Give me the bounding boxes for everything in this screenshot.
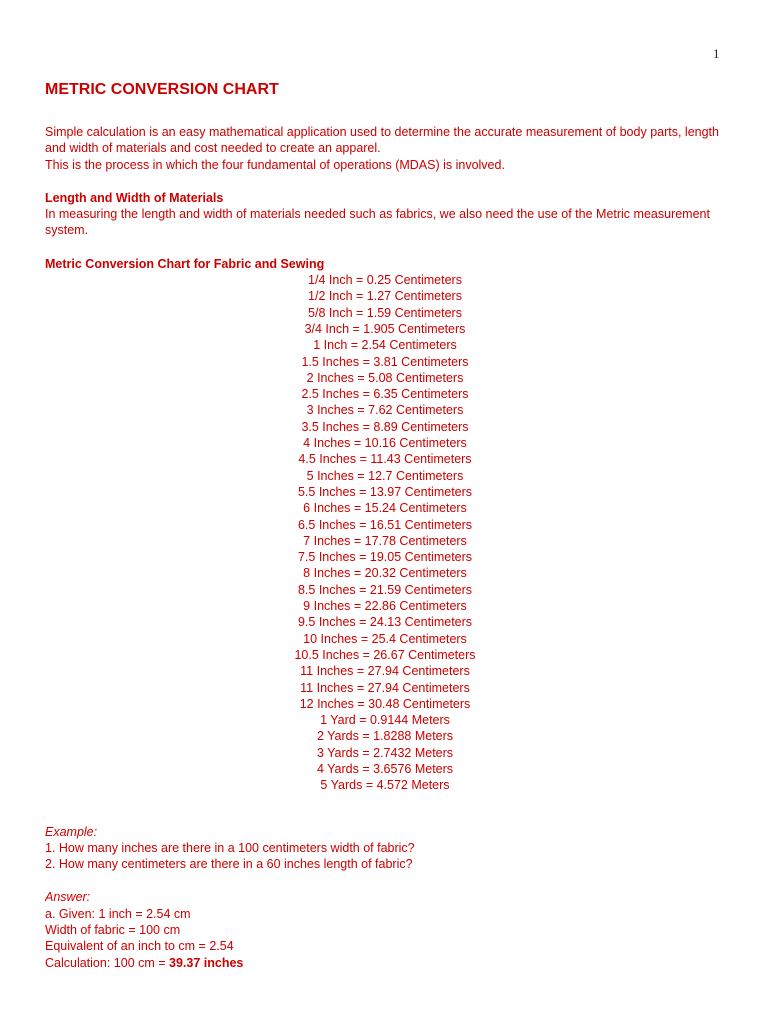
- answer-label: Answer:: [45, 890, 91, 905]
- conversion-row: 3 Inches = 7.62 Centimeters: [306, 403, 464, 418]
- intro-line-1: Simple calculation is an easy mathematical application used to determine the accurate measurement of body parts, length and width of materials and cost needed to create an apparel.: [45, 125, 719, 156]
- conversion-row: 4 Yards = 3.6576 Meters: [316, 761, 454, 776]
- conversion-row: 1 Inch = 2.54 Centimeters: [313, 338, 457, 353]
- conversion-row: 4 Inches = 10.16 Centimeters: [303, 436, 467, 451]
- answer-given: a. Given: 1 inch = 2.54 cm: [45, 906, 191, 921]
- calculation-prefix: Calculation: 100 cm =: [45, 955, 170, 970]
- conversion-row: 12 Inches = 30.48 Centimeters: [299, 696, 471, 711]
- answer-equivalent: Equivalent of an inch to cm = 2.54: [45, 939, 234, 954]
- answer-width: Width of fabric = 100 cm: [45, 923, 181, 938]
- page-number: 1: [713, 46, 720, 61]
- conversion-row: 11 Inches = 27.94 Centimeters: [300, 680, 470, 695]
- example-question-2: 2. How many centimeters are there in a 60 inches length of fabric?: [45, 857, 413, 872]
- conversion-row: 10 Inches = 25.4 Centimeters: [303, 631, 467, 646]
- conversion-row: 10.5 Inches = 26.67 Centimeters: [294, 647, 476, 662]
- conversion-row: 11 Inches = 27.94 Centimeters: [300, 664, 470, 679]
- calculation-result: 39.37 inches: [169, 955, 244, 970]
- conversion-row: 5 Yards = 4.572 Meters: [320, 778, 450, 793]
- conversion-row: 5 Inches = 12.7 Centimeters: [306, 468, 464, 483]
- page-title: METRIC CONVERSION CHART: [45, 81, 279, 98]
- conversion-row: 1.5 Inches = 3.81 Centimeters: [301, 354, 469, 369]
- answer-calculation: [45, 955, 725, 971]
- conversion-row: 7.5 Inches = 19.05 Centimeters: [297, 550, 473, 565]
- conversion-row: 3 Yards = 2.7432 Meters: [316, 745, 454, 760]
- answer-block: [45, 889, 725, 970]
- conversion-row: 8.5 Inches = 21.59 Centimeters: [297, 582, 473, 597]
- conversion-row: 9.5 Inches = 24.13 Centimeters: [297, 615, 473, 630]
- document-body: [45, 80, 725, 971]
- conversion-row: 6.5 Inches = 16.51 Centimeters: [297, 517, 473, 532]
- example-label: Example:: [45, 824, 98, 839]
- conversion-row: 1 Yard = 0.9144 Meters: [320, 713, 450, 728]
- section-heading: Length and Width of Materials: [45, 190, 224, 205]
- conversion-row: 3.5 Inches = 8.89 Centimeters: [301, 419, 469, 434]
- conversion-row: 8 Inches = 20.32 Centimeters: [303, 566, 467, 581]
- conversion-row: 1/2 Inch = 1.27 Centimeters: [308, 289, 462, 304]
- conversion-row: 5/8 Inch = 1.59 Centimeters: [308, 305, 462, 320]
- example-block: [45, 824, 725, 873]
- conversion-row: 2.5 Inches = 6.35 Centimeters: [301, 387, 469, 402]
- example-question-1: 1. How many inches are there in a 100 centimeters width of fabric?: [45, 840, 415, 855]
- conversion-row: 1/4 Inch = 0.25 Centimeters: [308, 273, 462, 288]
- conversion-row: 6 Inches = 15.24 Centimeters: [303, 501, 467, 516]
- conversion-row: 7 Inches = 17.78 Centimeters: [303, 533, 467, 548]
- intro-line-2: This is the process in which the four fundamental of operations (MDAS) is involved.: [45, 157, 505, 172]
- chart-heading: Metric Conversion Chart for Fabric and Sewing: [45, 256, 325, 271]
- section-text: In measuring the length and width of materials needed such as fabrics, we also need the use of the Metric measurement system.: [45, 207, 710, 238]
- conversion-row: 2 Inches = 5.08 Centimeters: [306, 370, 464, 385]
- conversion-row: 9 Inches = 22.86 Centimeters: [303, 599, 467, 614]
- intro-paragraph: [45, 124, 725, 173]
- conversion-row: 3/4 Inch = 1.905 Centimeters: [304, 321, 466, 336]
- conversion-row: 2 Yards = 1.8288 Meters: [316, 729, 454, 744]
- conversion-list: [45, 272, 725, 794]
- conversion-row: 4.5 Inches = 11.43 Centimeters: [298, 452, 472, 467]
- conversion-row: 5.5 Inches = 13.97 Centimeters: [297, 484, 473, 499]
